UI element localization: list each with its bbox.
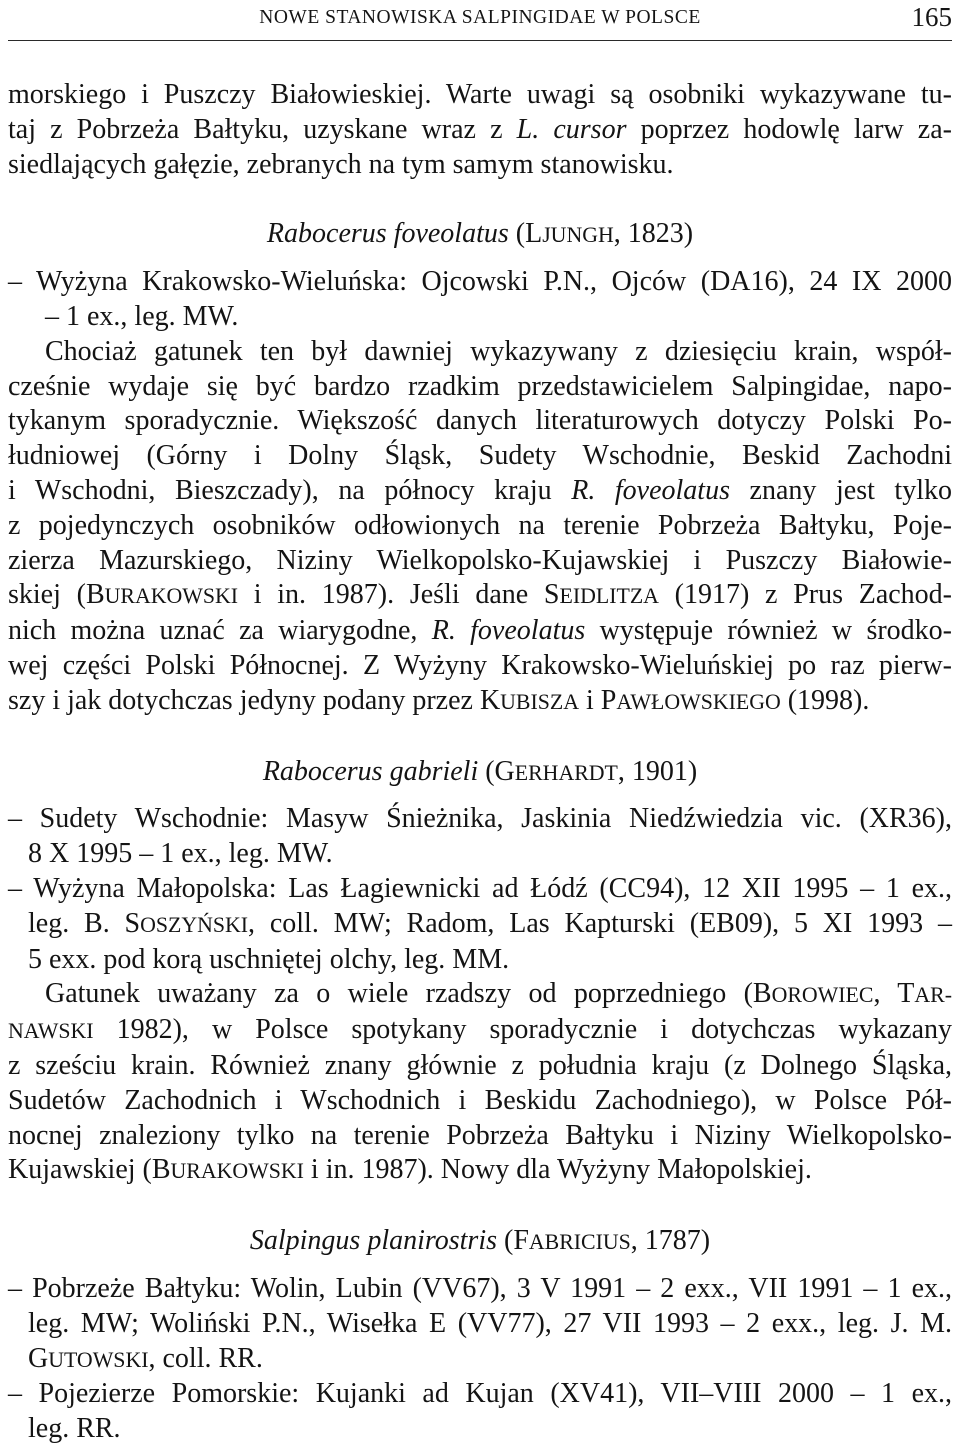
italic-taxon-name: Rabocerus gabrieli bbox=[262, 755, 479, 787]
small-caps-name: ERHARDT bbox=[514, 760, 618, 785]
paragraph bbox=[8, 977, 952, 1189]
small-caps-name: EIDLITZA bbox=[559, 584, 659, 609]
text-line bbox=[8, 404, 952, 439]
record-entry bbox=[8, 265, 952, 335]
text-line bbox=[8, 802, 952, 837]
text-run: zierza Mazurskiego, Niziny Wielkopolsko-Kujawskiej i Puszczy Białowie- bbox=[8, 544, 952, 576]
record-entry bbox=[8, 1272, 952, 1377]
text-run: (1917) z Prus Zachod- bbox=[658, 579, 953, 611]
text-run: poprzez hodowlę larw za- bbox=[626, 113, 952, 145]
text-line bbox=[8, 1153, 952, 1189]
small-caps-name: JUNGH bbox=[542, 223, 614, 248]
text-run: łudniowej (Górny i Dolny Śląsk, Sudety Wschodnie, Beskid Zachodni bbox=[8, 440, 952, 472]
text-line bbox=[8, 474, 952, 509]
text-run: – 1 ex., leg. MW. bbox=[45, 300, 239, 332]
italic-taxon-name: R. foveolatus bbox=[571, 474, 730, 506]
paragraph bbox=[8, 78, 952, 182]
small-caps-name: OROWIEC bbox=[771, 983, 874, 1008]
small-caps-name: URAKOWSKI bbox=[104, 584, 239, 609]
text-run: wej części Polski Północnej. Z Wyżyny Krakowsko-Wieluńskiej po raz pierw- bbox=[8, 649, 952, 681]
text-run: G bbox=[28, 1342, 49, 1374]
text-run: występuje również w środko- bbox=[585, 615, 952, 647]
text-run: – Pobrzeże Bałtyku: Wolin, Lubin (VV67), 3 V 1991 – 2 exx., VII 1991 – 1 ex., bbox=[8, 1272, 952, 1304]
text-line bbox=[8, 872, 952, 907]
text-line bbox=[8, 578, 952, 614]
text-line bbox=[8, 78, 952, 113]
text-line bbox=[8, 1307, 952, 1342]
text-run: skiej (B bbox=[8, 579, 105, 611]
small-caps-name: NAWSKI bbox=[8, 1019, 94, 1044]
text-run: Kujawskiej (B bbox=[8, 1154, 171, 1186]
text-run: leg. B. S bbox=[28, 907, 141, 939]
header-rule bbox=[8, 40, 952, 41]
text-run: nich można uznać za wiarygodne, bbox=[8, 615, 432, 647]
text-run: znany jest tylko bbox=[729, 474, 952, 506]
text-run: , 1823) bbox=[613, 218, 694, 250]
record-entry bbox=[8, 1377, 952, 1447]
text-line bbox=[8, 439, 952, 474]
text-line bbox=[8, 509, 952, 544]
text-run: i Wschodni, Bieszczady), na północy kraju bbox=[8, 474, 572, 506]
running-head-title: NOWE STANOWISKA SALPINGIDAE W POLSCE bbox=[259, 7, 701, 28]
text-line bbox=[8, 907, 952, 943]
text-line bbox=[8, 544, 952, 579]
text-line bbox=[8, 684, 952, 720]
species-heading bbox=[8, 755, 952, 791]
text-line bbox=[8, 217, 952, 253]
italic-taxon-name: R. foveolatus bbox=[431, 615, 586, 647]
record-entry bbox=[8, 872, 952, 977]
text-line bbox=[8, 265, 952, 300]
text-run: (1998). bbox=[780, 684, 870, 716]
text-run: 1982), w Polsce spotykany sporadycznie i dotychczas wykazany bbox=[93, 1014, 952, 1046]
text-run: i in. 1987). Nowy dla Wyżyny Małopolskiej. bbox=[303, 1154, 812, 1186]
text-line bbox=[8, 614, 952, 649]
text-run: morskiego i Puszczy Białowieskiej. Warte uwagi są osobniki wykazywane tu- bbox=[8, 79, 952, 110]
text-run: Sudetów Zachodnich i Wschodnich i Beskidu Zachodniego), w Polsce Pół- bbox=[8, 1084, 952, 1116]
italic-taxon-name: Salpingus planirostris bbox=[249, 1225, 497, 1257]
text-line bbox=[8, 300, 952, 335]
text-run: – Pojezierze Pomorskie: Kujanki ad Kujan (XV41), VII–VIII 2000 – 1 ex., bbox=[8, 1378, 952, 1410]
small-caps-name: URAKOWSKI bbox=[170, 1159, 304, 1184]
text-run: (G bbox=[478, 755, 515, 787]
record-entry bbox=[8, 802, 952, 872]
text-line bbox=[8, 370, 952, 405]
text-line bbox=[8, 1013, 952, 1049]
text-line bbox=[8, 1049, 952, 1084]
text-run: , T bbox=[873, 978, 915, 1010]
text-line bbox=[8, 1342, 952, 1378]
small-caps-name: OSZYŃSKI bbox=[140, 912, 249, 937]
text-run: i in. 1987). Jeśli dane S bbox=[238, 579, 560, 611]
text-run: leg. RR. bbox=[28, 1413, 121, 1445]
paragraph bbox=[8, 335, 952, 720]
italic-taxon-name: Rabocerus foveolatus bbox=[266, 218, 509, 250]
small-caps-name: ABRICIUS bbox=[528, 1230, 631, 1255]
text-line bbox=[8, 1224, 952, 1260]
text-run: siedlających gałęzie, zebranych na tym samym stanowisku. bbox=[8, 148, 674, 180]
species-heading bbox=[8, 217, 952, 253]
small-caps-name: AR- bbox=[914, 983, 952, 1008]
text-run: , 1787) bbox=[630, 1225, 711, 1257]
text-run: 8 X 1995 – 1 ex., leg. MW. bbox=[28, 838, 333, 870]
text-line bbox=[8, 977, 952, 1013]
text-run: i P bbox=[579, 684, 617, 716]
article-body bbox=[8, 78, 952, 1447]
text-run: z pojedynczych osobników odłowionych na terenie Pobrzeża Bałtyku, Poje- bbox=[8, 509, 952, 541]
text-line bbox=[8, 1377, 952, 1412]
page-number: 165 bbox=[911, 2, 952, 32]
text-run: , coll. MW; Radom, Las Kapturski (EB09), 5 XI 1993 – bbox=[248, 907, 952, 939]
small-caps-name: UTOWSKI bbox=[48, 1347, 149, 1372]
text-run: tykanym sporadycznie. Większość danych literaturowych dotyczy Polski Po- bbox=[8, 405, 952, 437]
text-line bbox=[8, 335, 952, 370]
text-line bbox=[8, 649, 952, 684]
text-line bbox=[8, 1272, 952, 1307]
text-run: cześnie wydaje się być bardzo rzadkim przedstawicielem Salpingidae, napo- bbox=[8, 370, 952, 402]
text-run: z sześciu krain. Również znany głównie z południa kraju (z Dolnego Śląska, bbox=[8, 1049, 952, 1081]
text-run: taj z Pobrzeża Bałtyku, uzyskane wraz z bbox=[8, 113, 517, 145]
small-caps-name: AWŁOWSKIEGO bbox=[616, 689, 781, 714]
text-run: Chociaż gatunek ten był dawniej wykazywany z dziesięciu krain, współ- bbox=[45, 335, 952, 367]
text-run: Gatunek uważany za o wiele rzadszy od poprzedniego (B bbox=[45, 978, 772, 1010]
text-line bbox=[8, 943, 952, 978]
text-run: – Wyżyna Krakowsko-Wieluńska: Ojcowski P.N., Ojców (DA16), 24 IX 2000 bbox=[8, 266, 952, 298]
text-run: – Wyżyna Małopolska: Las Łagiewnicki ad Łódź (CC94), 12 XII 1995 – 1 ex., bbox=[8, 872, 952, 904]
text-run: 5 exx. pod korą uschniętej olchy, leg. MM. bbox=[28, 943, 510, 975]
species-heading bbox=[8, 1224, 952, 1260]
text-line bbox=[8, 755, 952, 791]
text-line bbox=[8, 1119, 952, 1154]
text-run: szy i jak dotychczas jedyny podany przez K bbox=[8, 684, 501, 716]
text-line bbox=[8, 113, 952, 148]
text-run: – Sudety Wschodnie: Masyw Śnieżnika, Jaskinia Niedźwiedzia vic. (XR36), bbox=[8, 803, 952, 835]
small-caps-name: UBISZA bbox=[500, 689, 580, 714]
text-line bbox=[8, 1412, 952, 1447]
text-line bbox=[8, 837, 952, 872]
text-run: , 1901) bbox=[617, 755, 698, 787]
text-run: (F bbox=[497, 1225, 529, 1257]
text-line bbox=[8, 148, 952, 183]
text-run: , coll. RR. bbox=[148, 1342, 263, 1374]
text-line bbox=[8, 1084, 952, 1119]
text-run: (L bbox=[508, 218, 543, 250]
text-run: nocnej znaleziony tylko na terenie Pobrzeża Bałtyku i Niziny Wielkopolsko- bbox=[8, 1119, 952, 1151]
text-run: leg. MW; Woliński P.N., Wisełka E (VV77), 27 VII 1993 – 2 exx., leg. J. M. bbox=[28, 1307, 952, 1339]
italic-taxon-name: L. cursor bbox=[516, 113, 627, 145]
